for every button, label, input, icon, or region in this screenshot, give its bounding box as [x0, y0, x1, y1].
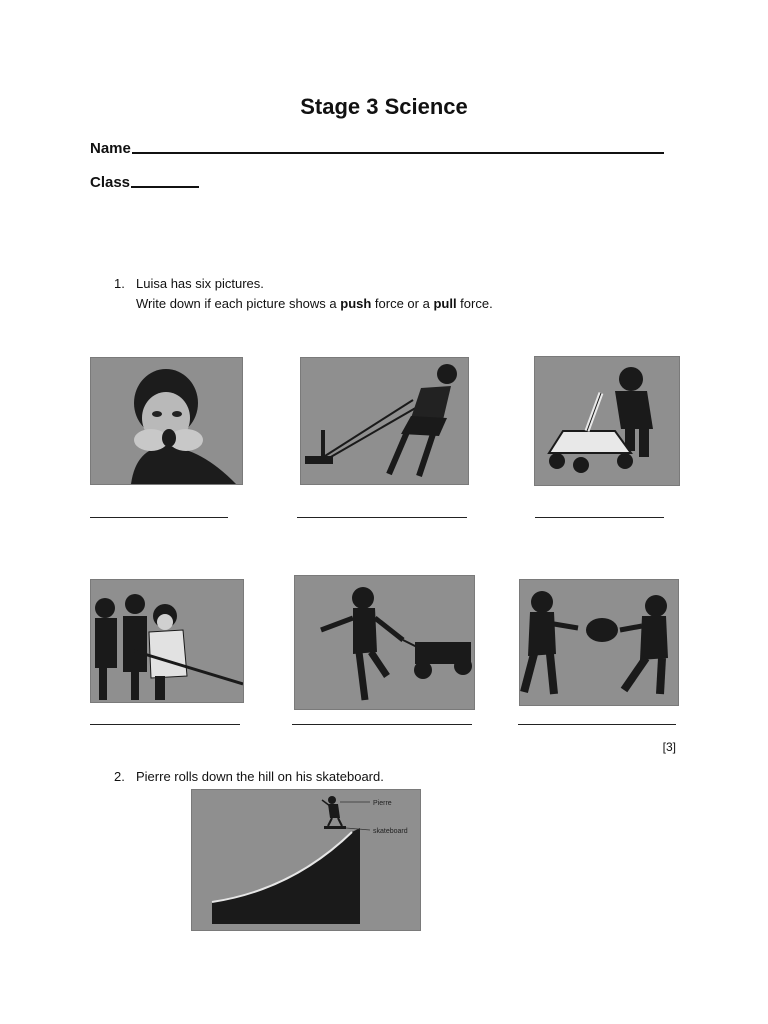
q1-text-part: Write down if each picture shows a	[136, 296, 341, 311]
pull-word: pull	[433, 296, 457, 311]
hill-skateboard-diagram	[191, 789, 421, 931]
skateboard-label: skateboard	[373, 828, 408, 835]
rope-pull-picture	[300, 357, 469, 485]
q1-text-part: force or a	[371, 296, 434, 311]
question-1-line-2	[136, 294, 493, 314]
question-number: 2.	[114, 769, 125, 784]
pierre-label: Pierre	[373, 800, 392, 807]
answer-line-3[interactable]	[535, 517, 664, 518]
name-field	[90, 140, 664, 157]
q1-text-part: force.	[456, 296, 493, 311]
blowing-nose-picture	[90, 357, 243, 485]
toy-tug-picture	[519, 579, 679, 706]
name-label: Name	[90, 140, 131, 157]
question-1	[114, 274, 674, 316]
tug-of-war-picture	[90, 579, 244, 703]
answer-line-2[interactable]	[297, 517, 467, 518]
answer-line-6[interactable]	[518, 724, 676, 725]
class-label: Class	[90, 174, 131, 191]
question-2	[114, 767, 674, 787]
answer-line-5[interactable]	[292, 724, 472, 725]
push-word: push	[340, 296, 372, 311]
question-1-line-1: Luisa has six pictures.	[136, 276, 264, 291]
question-number: 1.	[114, 276, 125, 291]
question-2-text: Pierre rolls down the hill on his skateboard.	[136, 769, 384, 784]
class-answer-line[interactable]	[131, 185, 199, 188]
marks-label: [3]	[662, 740, 676, 754]
name-answer-line[interactable]	[132, 151, 664, 154]
baby-walker-picture	[534, 356, 680, 486]
answer-line-4[interactable]	[90, 724, 240, 725]
answer-line-1[interactable]	[90, 517, 228, 518]
class-field	[90, 174, 199, 191]
wagon-pull-picture	[294, 575, 475, 710]
page-title: Stage 3 Science	[300, 94, 468, 119]
